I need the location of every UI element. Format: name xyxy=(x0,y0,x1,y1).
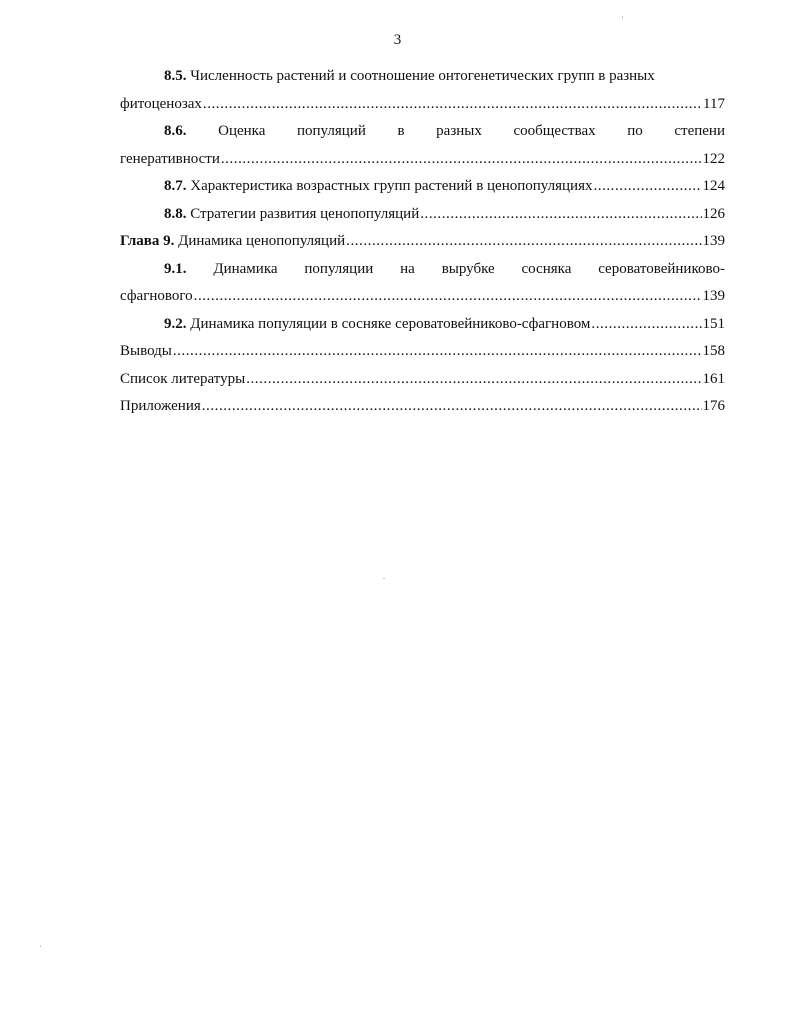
toc-word: в xyxy=(397,123,405,139)
toc-entry-number: 8.8. xyxy=(164,205,187,222)
toc-page-number: 176 xyxy=(702,398,725,414)
toc-word: вырубке xyxy=(441,260,495,277)
toc-word: сероватовейниково- xyxy=(598,260,725,277)
toc-page-number: 139 xyxy=(702,233,725,249)
toc-entry-8-8 xyxy=(120,201,725,229)
toc-entry-title: Приложения xyxy=(120,398,201,414)
toc-page-number: 117 xyxy=(703,95,725,112)
dot-leader xyxy=(221,146,702,174)
toc-entry-references xyxy=(120,366,725,394)
toc-entry-9-1-line1 xyxy=(120,256,725,284)
toc-entry-conclusions xyxy=(120,338,725,366)
toc-word: Оценка xyxy=(218,123,266,139)
table-of-contents xyxy=(120,63,725,421)
toc-page-number: 139 xyxy=(702,288,725,304)
toc-chapter-number: Глава 9. xyxy=(120,233,175,249)
page-number: 3 xyxy=(393,32,402,48)
dot-leader xyxy=(246,366,701,394)
toc-page-number: 151 xyxy=(702,315,725,332)
toc-entry-title-continued: генеративности xyxy=(120,150,220,167)
toc-word: сосняка xyxy=(521,260,572,277)
toc-entry-number: 8.7. xyxy=(164,178,187,194)
scan-speck xyxy=(622,16,623,19)
toc-entry-number: 8.5. xyxy=(164,68,187,84)
toc-entry-title: Стратегии развития ценопопуляций xyxy=(190,205,420,222)
toc-entry-title: Выводы xyxy=(120,343,172,359)
toc-entry-8-6-line2 xyxy=(120,146,725,174)
toc-entry-8-6-line1 xyxy=(120,118,725,146)
toc-word: на xyxy=(400,260,415,277)
dot-leader xyxy=(591,311,701,339)
toc-page-number: 124 xyxy=(702,178,725,194)
toc-page-number: 161 xyxy=(702,370,725,387)
toc-word: популяции xyxy=(304,260,374,277)
toc-page-number: 126 xyxy=(702,205,725,222)
toc-entry-number: 8.6. xyxy=(164,123,187,139)
dot-leader xyxy=(202,393,702,421)
toc-entry-8-7 xyxy=(120,173,725,201)
toc-word: разных xyxy=(436,123,482,139)
dot-leader xyxy=(173,338,702,366)
toc-word: Динамика xyxy=(213,260,278,277)
toc-page-number: 122 xyxy=(702,150,725,167)
toc-chapter-title: Динамика ценопопуляций xyxy=(178,233,346,249)
toc-word: по xyxy=(627,123,643,139)
toc-entry-9-1-line2 xyxy=(120,283,725,311)
toc-entry-title-continued: сфагнового xyxy=(120,288,193,304)
toc-word: степени xyxy=(674,123,725,139)
toc-word: популяций xyxy=(296,123,366,139)
scan-speck xyxy=(40,945,41,947)
toc-word: сообществах xyxy=(513,123,596,139)
toc-entry-title: Характеристика возрастных групп растений в ценопопуляциях xyxy=(190,178,593,194)
scan-speck xyxy=(383,578,385,579)
toc-entry-number: 9.1. xyxy=(164,260,187,277)
toc-entry-appendices xyxy=(120,393,725,421)
dot-leader xyxy=(593,173,701,201)
toc-entry-chapter-9 xyxy=(120,228,725,256)
toc-entry-title: Динамика популяции в сосняке сероватовейниково-сфагновом xyxy=(190,315,591,332)
toc-entry-8-5-line1 xyxy=(120,63,725,91)
toc-entry-9-2 xyxy=(120,311,725,339)
dot-leader xyxy=(420,201,701,229)
dot-leader xyxy=(203,91,702,119)
toc-entry-title-continued: фитоценозах xyxy=(120,95,202,112)
toc-entry-number: 9.2. xyxy=(164,315,187,332)
toc-entry-title: Численность растений и соотношение онтогенетических групп в разных xyxy=(190,68,655,84)
toc-page-number: 158 xyxy=(702,343,725,359)
dot-leader xyxy=(194,283,702,311)
toc-entry-title: Список литературы xyxy=(120,370,246,387)
toc-entry-8-5-line2 xyxy=(120,91,725,119)
dot-leader xyxy=(346,228,701,256)
